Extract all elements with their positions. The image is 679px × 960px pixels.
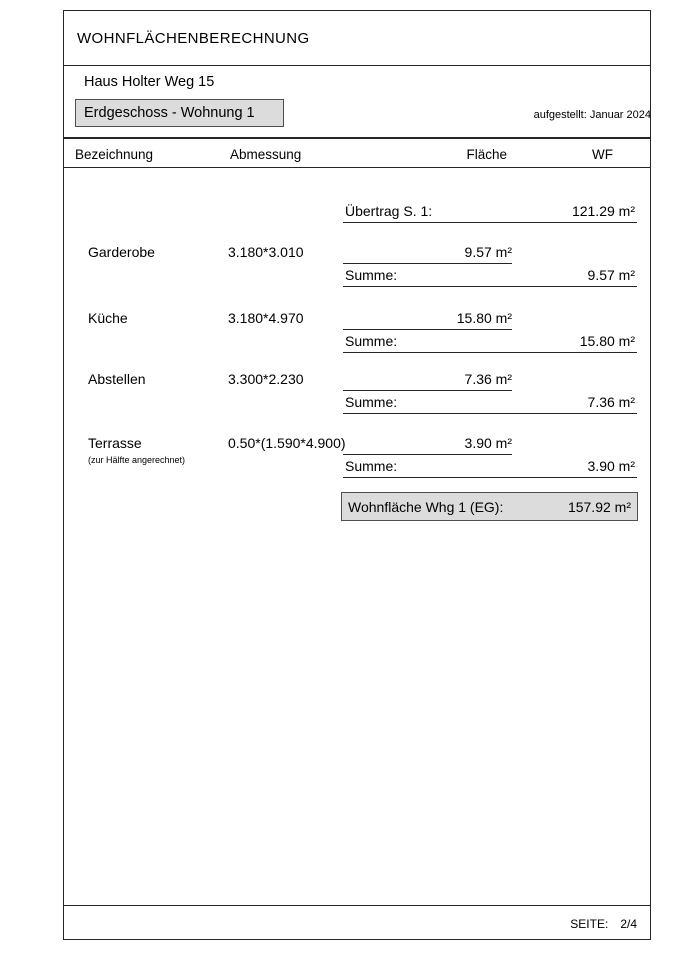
sum-label: Summe:: [345, 394, 398, 410]
title-divider: [63, 65, 651, 66]
sum-value: 3.90 m²: [587, 458, 635, 474]
row-divider: [343, 352, 637, 353]
dimension-value: 3.180*3.010: [228, 244, 304, 260]
carryover-row: [0, 203, 679, 227]
room-name: Garderobe: [88, 244, 155, 260]
footer-divider: [63, 905, 651, 906]
column-header-abmessung: Abmessung: [230, 147, 302, 162]
carryover-value: 121.29 m²: [571, 203, 635, 219]
room-name: Terrasse: [88, 435, 142, 451]
column-header-divider: [63, 167, 651, 168]
document-title: WOHNFLÄCHENBERECHNUNG: [77, 30, 310, 47]
section-label-box: Erdgeschoss - Wohnung 1: [75, 99, 284, 127]
row-divider: [343, 477, 637, 478]
address-heading: Haus Holter Weg 15: [84, 74, 215, 90]
area-divider: [343, 454, 512, 455]
sum-label: Summe:: [345, 267, 398, 283]
total-label: Wohnfläche Whg 1 (EG):: [348, 498, 504, 515]
sum-value: 7.36 m²: [587, 394, 635, 410]
table-row: [0, 244, 679, 290]
room-name: Küche: [88, 310, 128, 326]
area-value: 9.57 m²: [464, 244, 512, 260]
area-divider: [343, 329, 512, 330]
table-row: [0, 371, 679, 417]
page-footer: [570, 917, 637, 931]
area-value: 7.36 m²: [464, 371, 512, 387]
area-value: 3.90 m²: [464, 435, 512, 451]
room-note: (zur Hälfte angerechnet): [88, 455, 186, 465]
carryover-label: Übertrag S. 1:: [345, 203, 433, 219]
dimension-value: 3.300*2.230: [228, 371, 304, 387]
dimension-value: 3.180*4.970: [228, 310, 304, 326]
sum-label: Summe:: [345, 458, 398, 474]
area-divider: [343, 263, 512, 264]
table-row: [0, 310, 679, 356]
area-value: 15.80 m²: [456, 310, 512, 326]
room-name: Abstellen: [88, 371, 146, 387]
sum-value: 15.80 m²: [579, 333, 635, 349]
dimension-value: 0.50*(1.590*4.900): [228, 435, 346, 451]
total-box: [341, 492, 638, 521]
column-header-bezeichnung: Bezeichnung: [75, 147, 154, 162]
prepared-date: aufgestellt: Januar 2024: [533, 109, 651, 121]
area-divider: [343, 390, 512, 391]
footer-page-label: SEITE:: [570, 917, 609, 931]
column-header-flaeche: Fläche: [466, 147, 507, 162]
total-value: 157.92 m²: [567, 498, 631, 515]
row-divider: [343, 222, 637, 223]
table-row: [0, 435, 679, 481]
sum-label: Summe:: [345, 333, 398, 349]
footer-page-number: 2/4: [620, 917, 637, 931]
row-divider: [343, 286, 637, 287]
header-divider-thick: [63, 137, 651, 139]
column-header-wf: WF: [592, 147, 613, 162]
row-divider: [343, 413, 637, 414]
sum-value: 9.57 m²: [587, 267, 635, 283]
